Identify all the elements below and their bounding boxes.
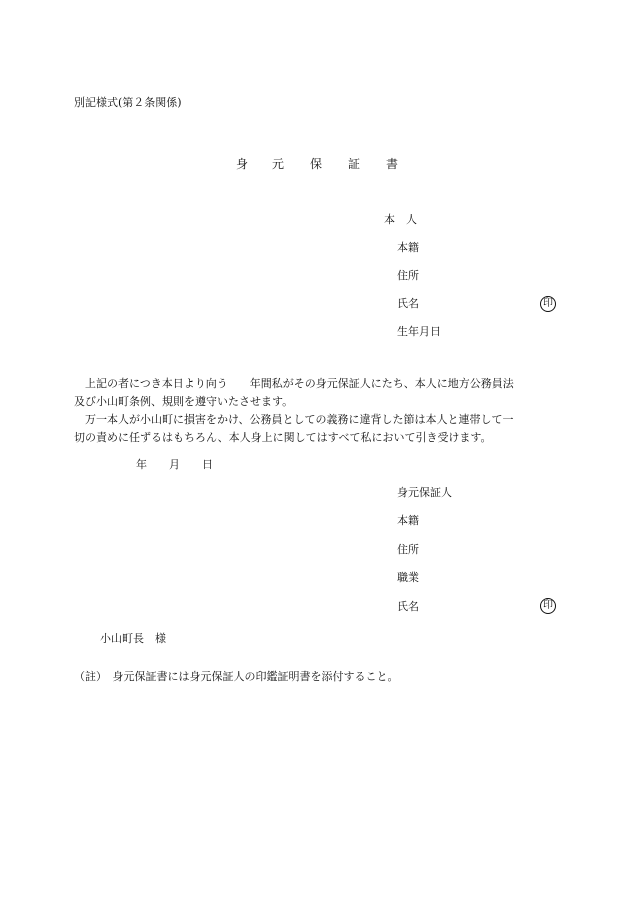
- addressee: 小山町長 様: [100, 632, 166, 645]
- principal-heading: 本 人: [384, 213, 417, 226]
- statement-para2-line1: 万一本人が小山町に損害をかけ、公務員としての義務に違背した節は本人と連帯して一: [85, 413, 514, 426]
- guarantor-occupation-label: 職業: [397, 571, 419, 584]
- principal-name-label: 氏名: [397, 297, 419, 310]
- date-line: 年 月 日: [136, 458, 213, 471]
- title-char: 保: [310, 157, 323, 171]
- guarantor-seal-mark: 印: [540, 598, 556, 614]
- principal-address-label: 住所: [397, 269, 419, 282]
- form-label: 別記様式(第２条関係): [74, 96, 182, 109]
- guarantor-heading: 身元保証人: [397, 486, 452, 499]
- title-char: 証: [348, 157, 361, 171]
- statement-body: [74, 375, 552, 447]
- statement-para1-line1: 上記の者につき本日より向う 年間私がその身元保証人にたち、本人に地方公務員法: [85, 377, 514, 390]
- title-char: 身: [236, 157, 249, 171]
- statement-para1-line2: 及び小山町条例、規則を遵守いたさせます。: [74, 395, 294, 408]
- principal-birthdate-label: 生年月日: [397, 325, 441, 338]
- guarantor-address-label: 住所: [397, 543, 419, 556]
- title-char: 元: [272, 157, 285, 171]
- principal-domicile-label: 本籍: [397, 241, 419, 254]
- principal-seal-mark: 印: [540, 296, 556, 312]
- statement-para2-line2: 切の責めに任ずるはもちろん、本人身上に関してはすべて私において引き受けます。: [74, 431, 492, 444]
- title-char: 書: [386, 157, 399, 171]
- guarantor-name-label: 氏名: [397, 600, 419, 613]
- footnote: （註） 身元保証書には身元保証人の印鑑証明書を添付すること。: [74, 670, 399, 683]
- guarantor-domicile-label: 本籍: [397, 514, 419, 527]
